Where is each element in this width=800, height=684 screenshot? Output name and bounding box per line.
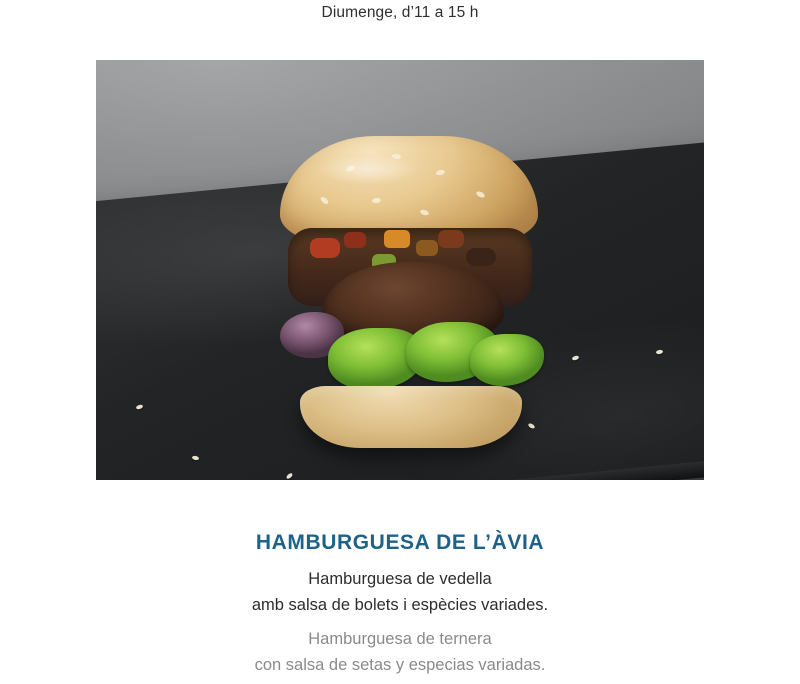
dish-title: HAMBURGUESA DE L’ÀVIA bbox=[255, 531, 545, 554]
burger-on-slate-photo bbox=[96, 60, 704, 480]
description-line: amb salsa de bolets i espècies variades. bbox=[251, 596, 549, 614]
lettuce-leaf bbox=[470, 334, 544, 386]
description-line: con salsa de setas y especias variadas. bbox=[254, 656, 546, 674]
hamburger bbox=[274, 136, 544, 466]
description-line: Hamburguesa de ternera bbox=[308, 630, 492, 648]
bottom-bun bbox=[300, 386, 522, 448]
description-line: Hamburguesa de vedella bbox=[308, 570, 492, 588]
dish-description-catalan bbox=[0, 566, 800, 618]
dish-description-spanish bbox=[0, 626, 800, 678]
schedule-text: Diumenge, d’11 a 15 h bbox=[321, 4, 479, 21]
